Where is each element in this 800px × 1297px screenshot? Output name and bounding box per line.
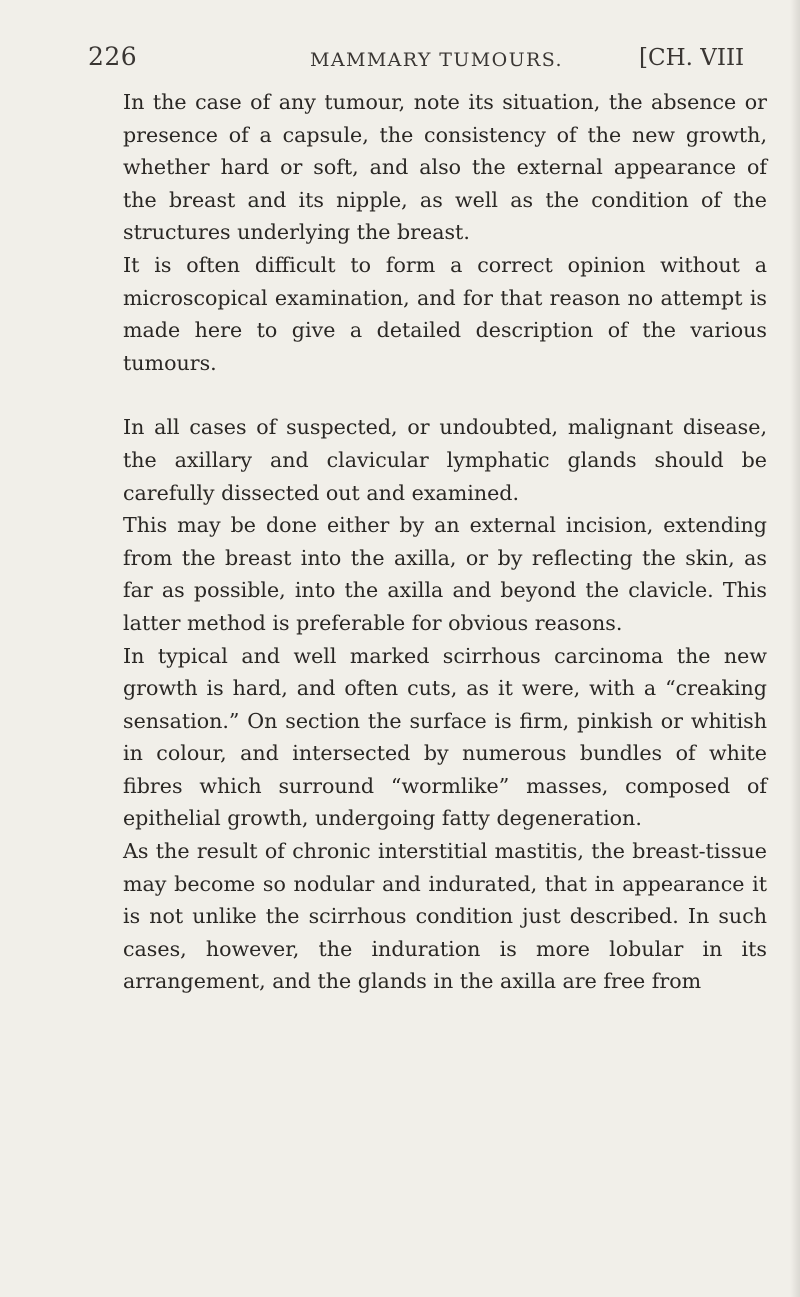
chapter-marker: [CH. VIII — [639, 45, 745, 71]
body-text — [123, 86, 767, 998]
paragraph-6: As the result of chronic interstitial mastitis, the breast-tissue may become so nodular and indurated, that in appearance it is not unlike the scirrhous condition just described. In such cases, however, the induration is more lobular in its arrangement, and the glands in the axilla are free from — [123, 839, 767, 994]
paragraph-5: In typical and well marked scirrhous carcinoma the new growth is hard, and often cuts, as it were, with a “creaking sensation.” On section the surface is firm, pinkish or whitish in colour, and intersected by numerous bundles of white fibres which surround “wormlike” masses, composed of epithelial growth, undergoing fatty degeneration. — [123, 643, 767, 831]
paragraph-3: In all cases of suspected, or undoubted, malignant disease, the axillary and clavicular lymphatic glands should be carefully dissected out and examined. — [123, 415, 767, 505]
paragraph-4: This may be done either by an external incision, extending from the breast into the axilla, or by reflecting the skin, as far as possible, into the axilla and beyond the clavicle. This latter method is preferable for obvious reasons. — [123, 513, 767, 635]
paragraph-1: In the case of any tumour, note its situation, the absence or presence of a capsule, the consistency of the new growth, whether hard or soft, and also the external appearance of the breast and its nipple, as well as the condition of the structures underlying the breast. — [123, 90, 767, 245]
page-edge-shadow — [790, 0, 800, 1297]
running-title: MAMMARY TUMOURS. — [310, 49, 563, 71]
paragraph-2: It is often difficult to form a correct opinion without a microscopical examination, and for that reason no attempt is made here to give a detailed description of the various tumours. — [123, 252, 767, 375]
page-number: 226 — [88, 42, 138, 71]
page-header — [88, 42, 768, 82]
